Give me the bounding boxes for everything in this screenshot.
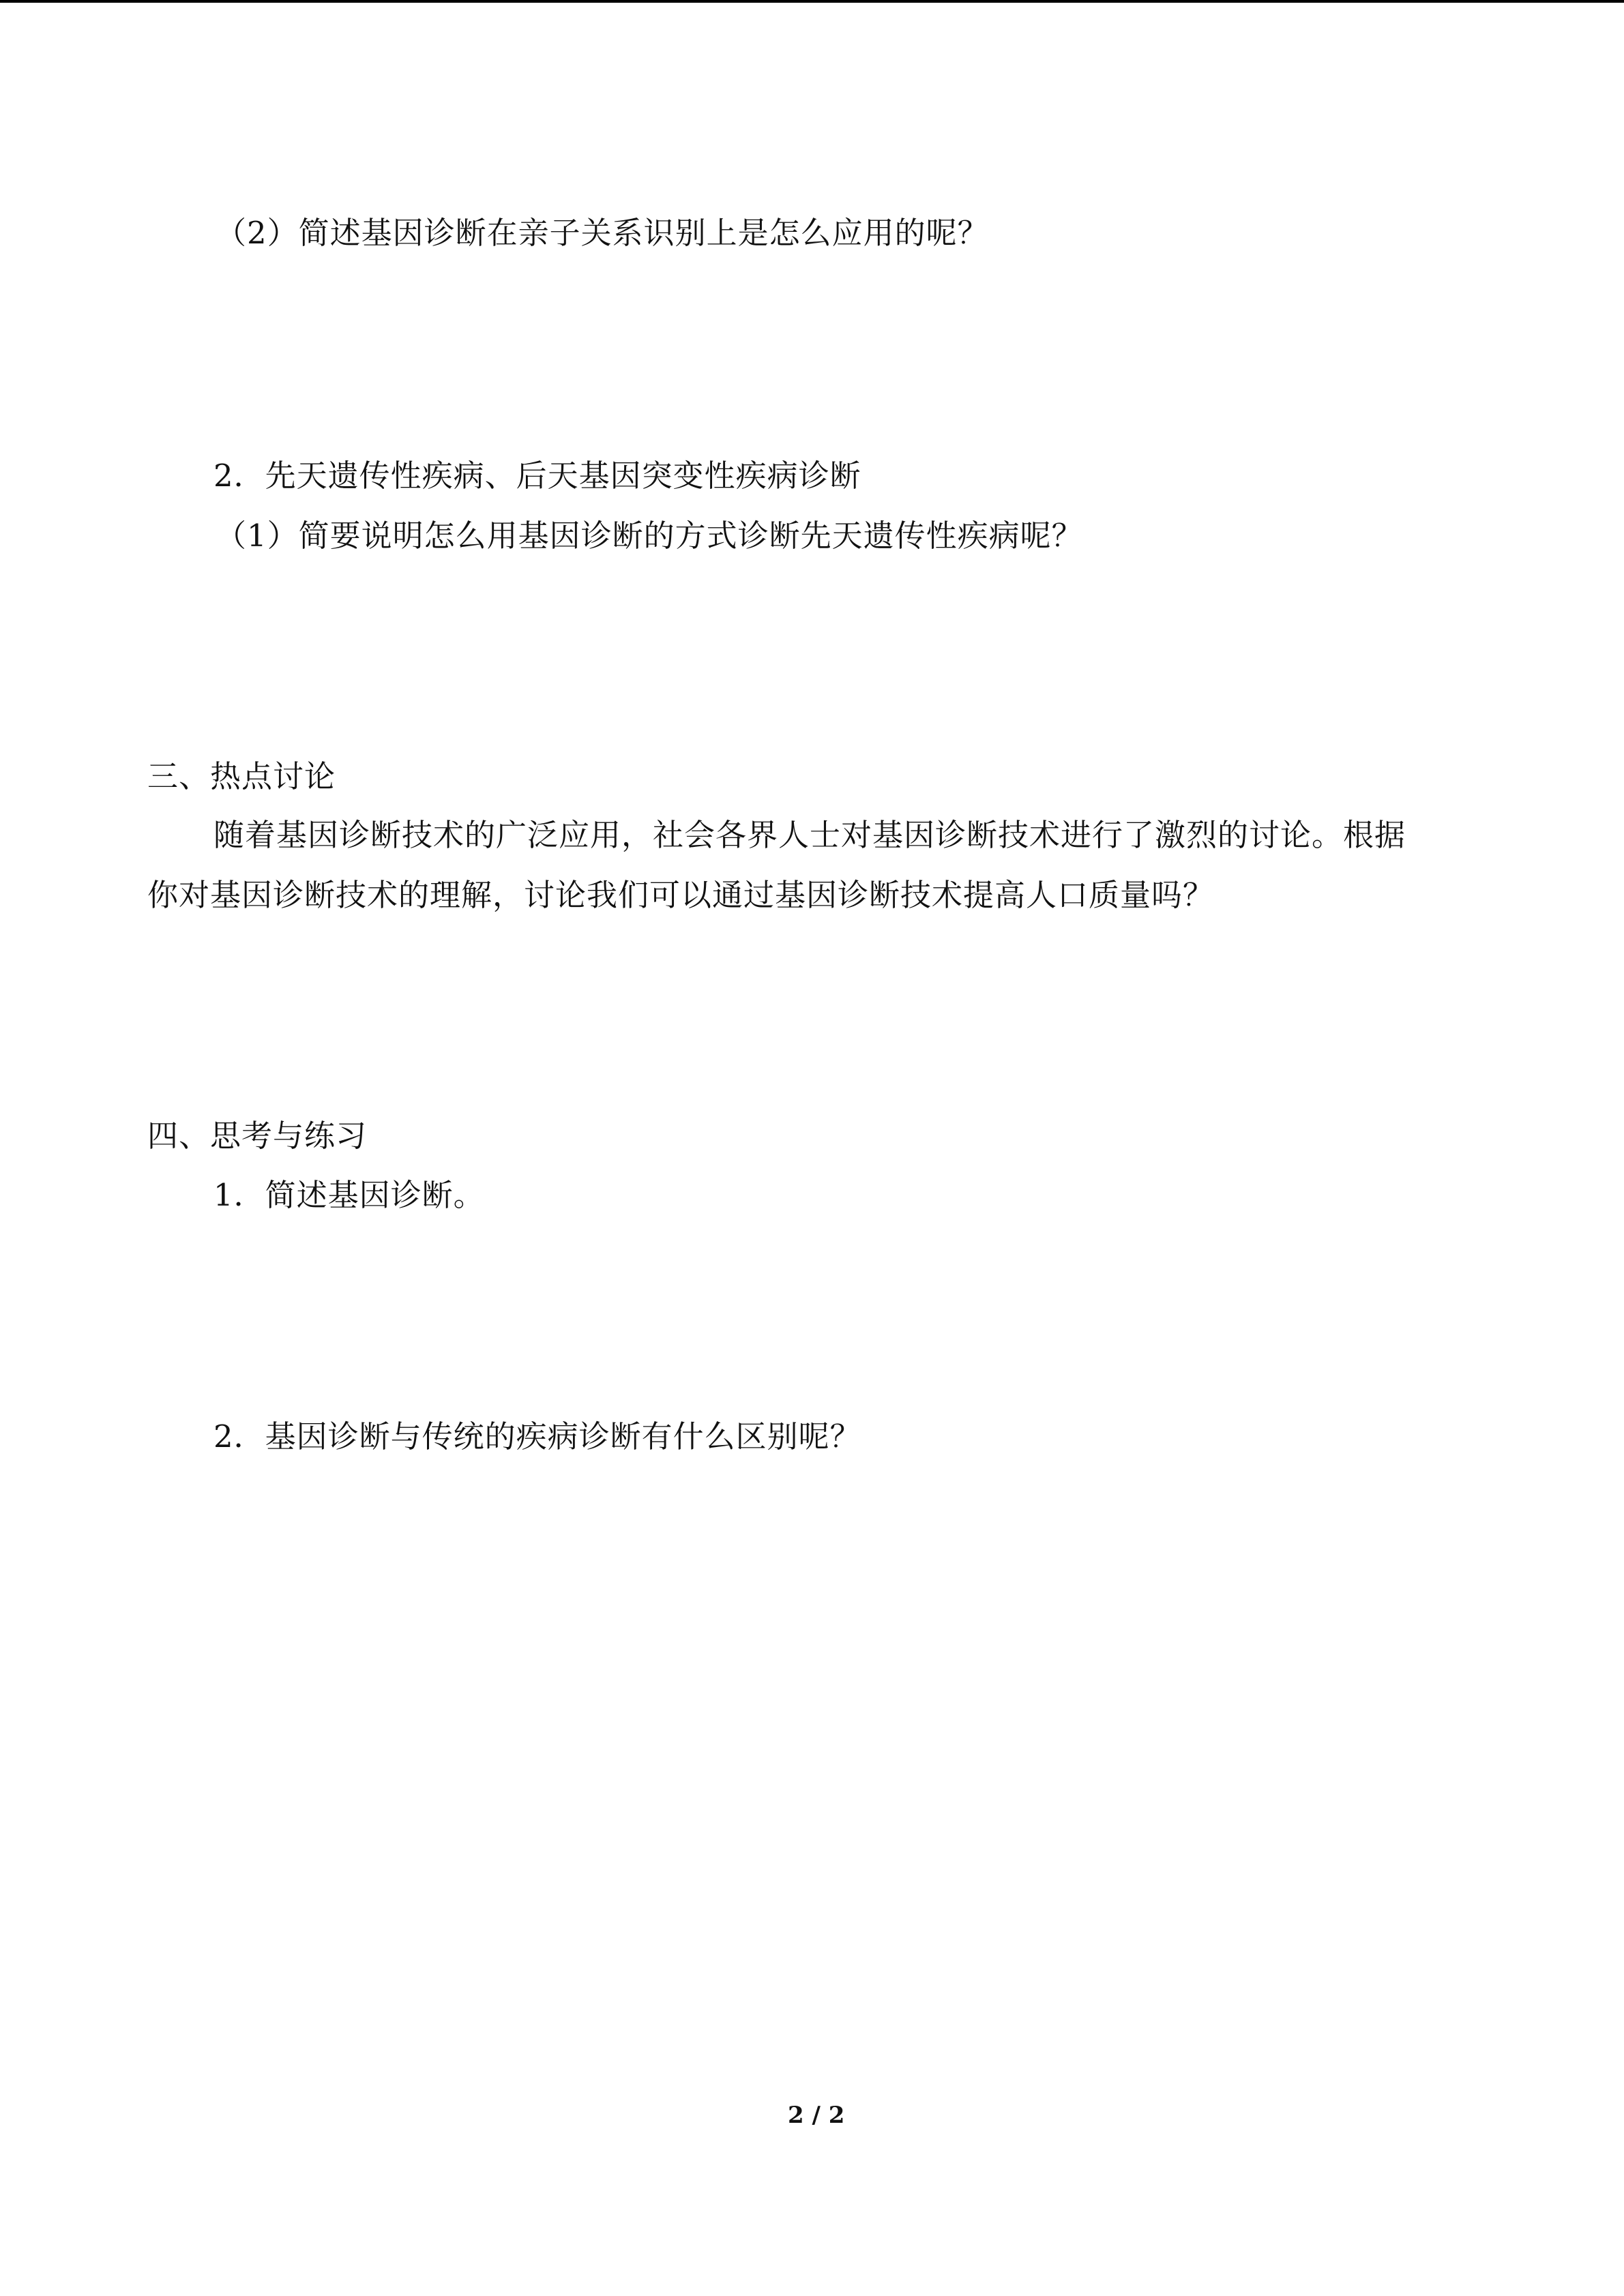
question-2-part-2: （2）简述基因诊断在亲子关系识别上是怎么应用的呢？ [216, 215, 989, 251]
item-2-part-1: （1）简要说明怎么用基因诊断的方式诊断先天遗传性疾病呢？ [216, 518, 1083, 554]
section-3-heading: 三、热点讨论 [147, 758, 336, 794]
exercise-question-2: 2．基因诊断与传统的疾病诊断有什么区别呢？ [213, 1418, 861, 1455]
item-2-heading: 2．先天遗传性疾病、后天基因突变性疾病诊断 [213, 458, 861, 494]
section-3-paragraph-line-2: 你对基因诊断技术的理解，讨论我们可以通过基因诊断技术提高人口质量吗？ [147, 877, 1215, 913]
top-border-line [0, 0, 1624, 3]
page-number: 2 / 2 [788, 2102, 845, 2129]
exercise-question-1: 1．简述基因诊断。 [213, 1177, 485, 1213]
section-4-heading: 四、思考与练习 [147, 1118, 368, 1154]
section-3-paragraph-line-1: 随着基因诊断技术的广泛应用，社会各界人士对基因诊断技术进行了激烈的讨论。根据 [213, 817, 1406, 853]
